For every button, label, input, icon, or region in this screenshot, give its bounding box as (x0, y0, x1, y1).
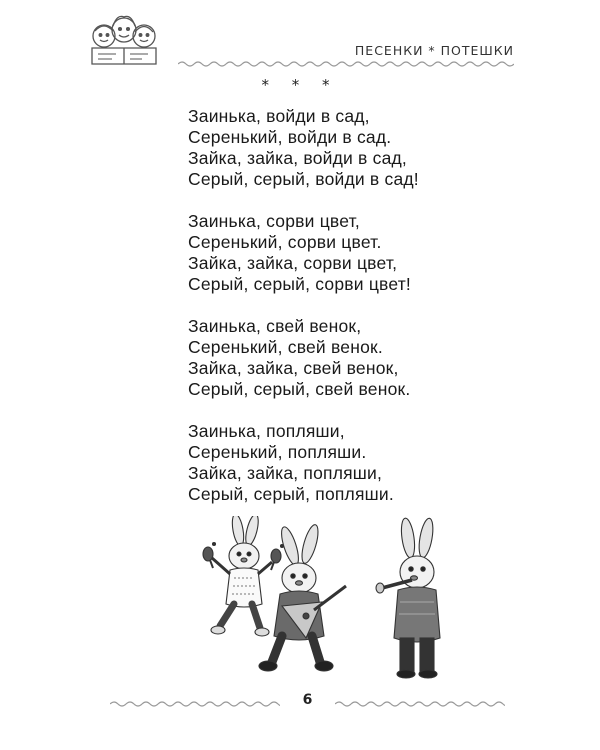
hare-with-maracas (203, 516, 284, 636)
poem-line: Заинька, сорви цвет, (188, 211, 360, 231)
footer-wavy-line-left (110, 700, 280, 708)
stanza (188, 316, 419, 400)
poem-line: Серый, серый, попляши. (188, 484, 394, 504)
children-faces-logo-icon (86, 14, 162, 70)
poem-line: Серый, серый, войди в сад! (188, 169, 419, 189)
poem-line: Заинька, свей венок, (188, 316, 362, 336)
poem-line: Зайка, зайка, войди в сад, (188, 148, 407, 168)
hare-with-balalaika (259, 523, 346, 671)
poem-line: Серенький, попляши. (188, 442, 367, 462)
poem-line: Серенький, свей венок. (188, 337, 383, 357)
poem-line: Серый, серый, свей венок. (188, 379, 411, 399)
header-wavy-line (178, 60, 514, 68)
section-title: ПЕСЕНКИ * ПОТЕШКИ (354, 43, 514, 58)
stanza (188, 211, 419, 295)
poem-line: Серый, серый, сорви цвет! (188, 274, 411, 294)
poem (188, 106, 419, 526)
dancing-hares-illustration-icon (186, 516, 466, 682)
hare-with-pipe (376, 517, 440, 678)
poem-line: Зайка, зайка, попляши, (188, 463, 383, 483)
page-number: 6 (302, 692, 313, 708)
stanza-separator: * * * (261, 76, 339, 94)
poem-line: Серенький, сорви цвет. (188, 232, 382, 252)
footer-wavy-line-right (335, 700, 505, 708)
poem-line: Заинька, войди в сад, (188, 106, 370, 126)
poem-line: Зайка, зайка, свей венок, (188, 358, 399, 378)
poem-line: Зайка, зайка, сорви цвет, (188, 253, 398, 273)
poem-line: Заинька, попляши, (188, 421, 345, 441)
stanza (188, 421, 419, 505)
stanza (188, 106, 419, 190)
poem-line: Серенький, войди в сад. (188, 127, 392, 147)
